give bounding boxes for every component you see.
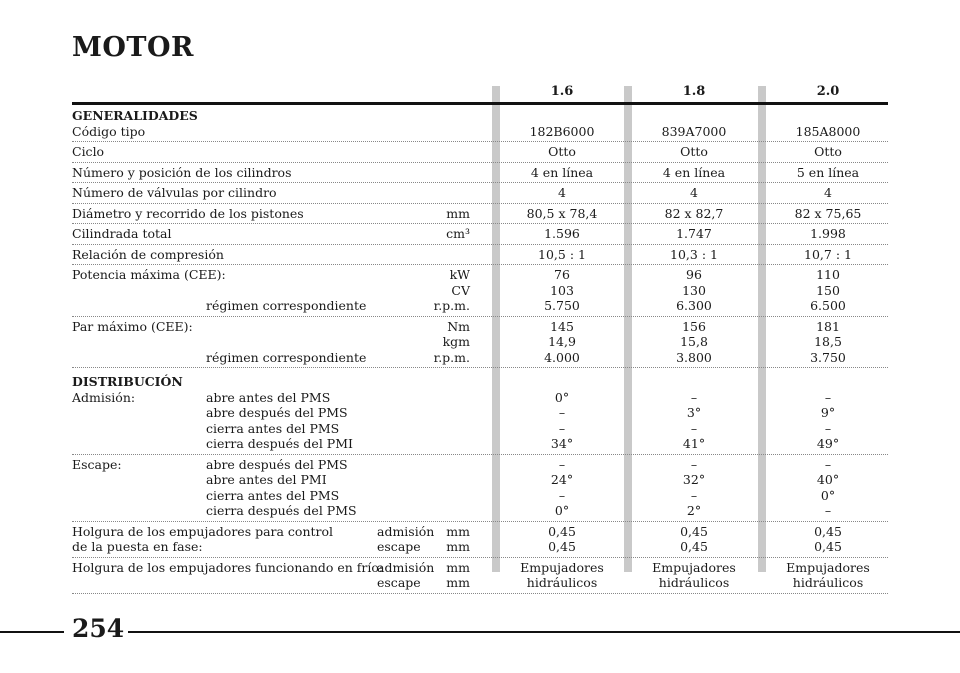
value-text: 0,45 (548, 523, 576, 539)
value-text: 82 x 82,7 (664, 205, 724, 221)
value-text: 40° (816, 472, 840, 487)
footer-rule-right (128, 631, 960, 633)
section-heading: GENERALIDADES (72, 108, 198, 123)
value-text: 0° (554, 503, 570, 518)
value-text: Empujadores (652, 559, 736, 575)
value-cell (500, 267, 624, 316)
value-cell (500, 524, 624, 557)
row-label: cierra después del PMS (206, 503, 357, 518)
value-text: 156 (682, 318, 706, 334)
row-label: Número y posición de los cilindros (72, 164, 292, 180)
column-header: 2.0 (816, 84, 840, 99)
row-label: de la puesta en fase: (72, 539, 203, 554)
value-text: 6.500 (810, 298, 846, 313)
value-text: 4 en línea (662, 164, 726, 180)
value-cell (632, 165, 756, 183)
row-label: Número de válvulas por cilindro (72, 185, 277, 200)
spec-table (72, 0, 888, 673)
value-text: 0,45 (680, 523, 708, 539)
value-text: 181 (816, 318, 840, 334)
row-label: Cilindrada total (72, 226, 172, 241)
value-text: 3° (686, 405, 702, 420)
value-cell (500, 206, 624, 224)
value-text: 49° (816, 436, 840, 451)
value-text: 9° (820, 405, 836, 420)
value-text: hidráulicos (658, 575, 730, 590)
value-text: 145 (550, 318, 574, 334)
value-cell (766, 226, 890, 244)
value-text: 76 (554, 267, 570, 282)
row-label: régimen correspondiente (206, 298, 367, 313)
value-cell (632, 206, 756, 224)
value-text: – (558, 456, 566, 472)
value-text: 185A8000 (795, 123, 861, 139)
value-cell (500, 226, 624, 244)
row-label: escape (377, 575, 421, 590)
value-cell (632, 185, 756, 203)
row-label: escape (377, 539, 421, 554)
row-label: Código tipo (72, 123, 146, 139)
value-text: 34° (550, 436, 574, 451)
value-cell (766, 185, 890, 203)
value-text: 1.998 (810, 226, 846, 241)
value-text: 10,5 : 1 (538, 246, 586, 262)
table-row (72, 226, 888, 245)
unit-label: mm (446, 523, 470, 539)
row-label: Ciclo (72, 144, 105, 159)
table-row (72, 267, 888, 317)
value-cell (500, 185, 624, 203)
value-text: 182B6000 (529, 123, 595, 139)
value-cell (500, 124, 624, 142)
table-row (72, 185, 888, 204)
value-text: hidráulicos (526, 575, 598, 590)
row-label: abre antes del PMS (206, 389, 331, 405)
value-text: 96 (686, 267, 702, 282)
value-cell (632, 247, 756, 265)
value-cell (632, 226, 756, 244)
value-text: 3.750 (810, 349, 846, 365)
table-row (72, 524, 888, 558)
value-cell (766, 206, 890, 224)
value-text: 3.800 (676, 349, 712, 365)
row-label: admisión (377, 559, 435, 575)
value-cell (500, 247, 624, 265)
page-title: MOTOR (72, 32, 194, 63)
table-row (72, 390, 888, 455)
value-text: 1.596 (544, 226, 580, 241)
value-cell (500, 165, 624, 183)
unit-label: mm (446, 559, 470, 575)
unit-label: r.p.m. (433, 349, 470, 365)
value-text: 839A7000 (661, 123, 727, 139)
value-text: – (824, 389, 832, 405)
value-cell (632, 524, 756, 557)
value-cell (766, 165, 890, 183)
value-cell (632, 319, 756, 368)
value-cell (766, 124, 890, 142)
value-cell (632, 560, 756, 593)
value-text: – (690, 420, 698, 436)
row-label: régimen correspondiente (206, 349, 367, 365)
table-row (72, 144, 888, 163)
value-text: 4 (824, 185, 832, 200)
row-label: abre después del PMS (206, 405, 348, 420)
value-text: 0,45 (814, 523, 842, 539)
value-cell (632, 267, 756, 316)
footer-rule-left (0, 631, 64, 633)
value-cell (766, 560, 890, 593)
table-row (72, 206, 888, 225)
value-text: – (690, 389, 698, 405)
table-row (72, 247, 888, 266)
value-text: 24° (550, 472, 574, 487)
row-label: abre después del PMS (206, 456, 348, 472)
row-label: Admisión: (72, 389, 136, 405)
value-text: 32° (682, 472, 706, 487)
row-label: cierra después del PMI (206, 436, 353, 451)
unit-label: kgm (442, 334, 470, 349)
value-text: Otto (814, 144, 842, 159)
value-text: hidráulicos (792, 575, 864, 590)
row-label: Potencia máxima (CEE): (72, 267, 226, 282)
value-text: 41° (682, 436, 706, 451)
row-label: Diámetro y recorrido de los pistones (72, 205, 304, 221)
value-text: 150 (816, 282, 840, 298)
row-label: admisión (377, 523, 435, 539)
value-text: 0,45 (548, 539, 576, 554)
value-text: 4.000 (544, 349, 580, 365)
value-text: 15,8 (680, 334, 708, 349)
header-rule (72, 102, 888, 105)
value-text: – (824, 456, 832, 472)
column-headers (72, 84, 888, 102)
value-cell (500, 390, 624, 454)
table-row (72, 165, 888, 184)
value-text: 0° (554, 389, 570, 405)
value-text: 10,7 : 1 (804, 246, 852, 262)
value-cell (766, 390, 890, 454)
value-cell (500, 319, 624, 368)
row-label: cierra antes del PMS (206, 420, 340, 436)
value-text: – (690, 456, 698, 472)
column-header: 1.6 (550, 84, 574, 99)
value-cell (766, 267, 890, 316)
row-label: cierra antes del PMS (206, 487, 340, 503)
value-text: – (558, 420, 566, 436)
value-text: 2° (686, 503, 702, 518)
unit-label: cm³ (446, 226, 470, 241)
value-cell (766, 144, 890, 162)
row-label: abre antes del PMI (206, 472, 327, 487)
value-text: 18,5 (814, 334, 842, 349)
unit-label: mm (446, 205, 470, 221)
row-label: Relación de compresión (72, 246, 224, 262)
value-text: 80,5 x 78,4 (526, 205, 598, 221)
spec-rows (72, 108, 888, 596)
value-text: – (558, 487, 566, 503)
value-text: Empujadores (520, 559, 604, 575)
value-cell (766, 319, 890, 368)
value-text: 0° (820, 487, 836, 503)
value-cell (500, 144, 624, 162)
unit-label: kW (449, 267, 470, 282)
table-row (72, 124, 888, 143)
column-header: 1.8 (682, 84, 706, 99)
unit-label: r.p.m. (433, 298, 470, 313)
value-text: 4 (558, 185, 566, 200)
value-text: 14,9 (548, 334, 576, 349)
row-label: Holgura de los empujadores para control (72, 523, 334, 539)
value-cell (632, 124, 756, 142)
value-cell (500, 457, 624, 521)
value-text: 103 (550, 282, 574, 298)
table-row (72, 319, 888, 369)
value-text: 6.300 (676, 298, 712, 313)
unit-label: CV (451, 282, 470, 298)
value-text: 1.747 (676, 226, 712, 241)
value-text: Otto (680, 144, 708, 159)
unit-label: Nm (447, 318, 470, 334)
value-text: 130 (682, 282, 706, 298)
value-cell (632, 390, 756, 454)
value-text: 0,45 (814, 539, 842, 554)
value-cell (632, 144, 756, 162)
table-row (72, 457, 888, 522)
value-text: 10,3 : 1 (670, 246, 718, 262)
value-text: 4 en línea (530, 164, 594, 180)
unit-label: mm (446, 575, 470, 590)
section-heading: DISTRIBUCIÓN (72, 374, 183, 389)
row-label: Escape: (72, 456, 122, 472)
value-cell (766, 457, 890, 521)
row-label: Par máximo (CEE): (72, 318, 193, 334)
value-text: Otto (548, 144, 576, 159)
value-text: 0,45 (680, 539, 708, 554)
value-text: 5.750 (544, 298, 580, 313)
value-cell (500, 560, 624, 593)
value-text: 5 en línea (796, 164, 860, 180)
unit-label: mm (446, 539, 470, 554)
value-text: – (824, 503, 832, 518)
page-number: 254 (72, 614, 125, 643)
value-text: 4 (690, 185, 698, 200)
value-text: 110 (816, 267, 840, 282)
value-cell (632, 457, 756, 521)
value-text: – (690, 487, 698, 503)
value-text: 82 x 75,65 (794, 205, 862, 221)
value-text: – (824, 420, 832, 436)
table-row (72, 560, 888, 594)
row-label: Holgura de los empujadores funcionando en frío: (72, 559, 384, 575)
value-cell (766, 524, 890, 557)
value-text: – (558, 405, 566, 420)
value-text: Empujadores (786, 559, 870, 575)
value-cell (766, 247, 890, 265)
